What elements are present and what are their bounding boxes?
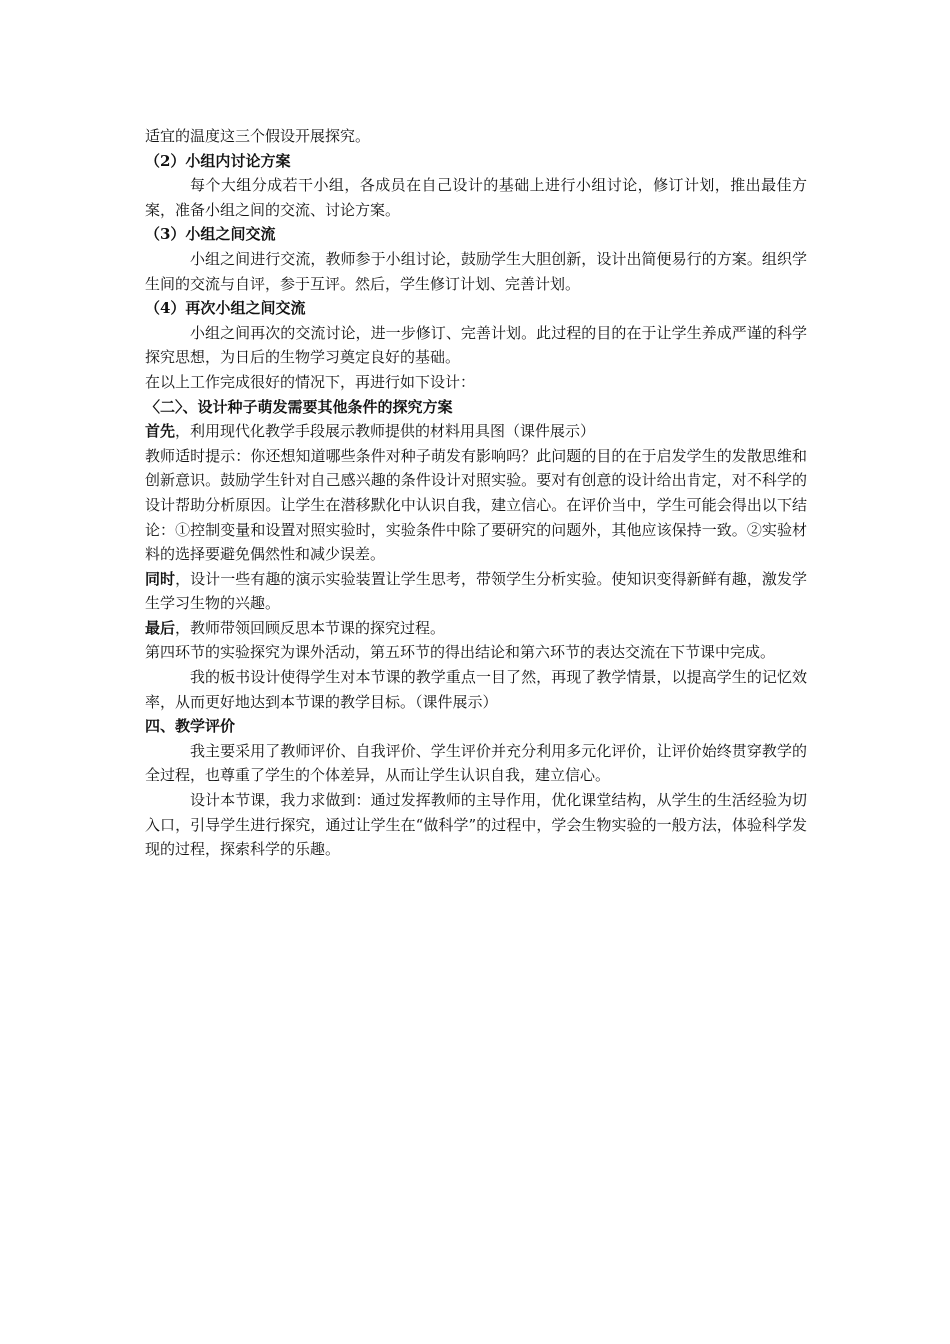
paragraph-intro-continuation: 适宜的温度这三个假设开展探究。 bbox=[145, 127, 371, 145]
document-page bbox=[145, 124, 807, 862]
paragraph-evaluation: 我主要采用了教师评价、自我评价、学生评价并充分利用多元化评价，让评价始终贯穿教学的全过程，也尊重了学生的个体差异，从而让学生认识自我，建立信心。 bbox=[145, 741, 807, 785]
paragraph-teacher-hint: 教师适时提示：你还想知道哪些条件对种子萌发有影响吗？此问题的目的在于启发学生的发散思维和创新意识。鼓励学生针对自己感兴趣的条件设计对照实验。要对有创意的设计给出肯定，对不科学的设计帮助分析原因。让学生在潜移默化中认识自我，建立信心。在评价当中，学生可能会得出以下结论：①控制变量和设置对照实验时，实验条件中除了要研究的问题外，其他应该保持一致。②实验材料的选择要避免偶然性和减少误差。 bbox=[145, 446, 807, 564]
heading-other-conditions: 〈二〉、设计种子萌发需要其他条件的探究方案 bbox=[145, 397, 453, 416]
paragraph-finally-text: ，教师带领回顾反思本节课的探究过程。 bbox=[175, 618, 446, 637]
paragraph-meanwhile bbox=[145, 567, 807, 616]
paragraph-fourth-step: 第四环节的实验探究为课外活动，第五环节的得出结论和第六环节的表达交流在下节课中完成。 bbox=[145, 643, 776, 662]
paragraph-first-step-text: ，利用现代化教学手段展示教师提供的材料用具图（课件展示） bbox=[175, 422, 596, 441]
paragraph-first-step bbox=[145, 419, 807, 444]
paragraph-blackboard-design: 我的板书设计使得学生对本节课的教学重点一目了然，再现了教学情景，以提高学生的记忆效率，从而更好地达到本节课的教学目标。（课件展示） bbox=[145, 668, 807, 711]
paragraph-group-discussion: 每个大组分成若干小组，各成员在自己设计的基础上进行小组讨论，修订计划，推出最佳方案，准备小组之间的交流、讨论方案。 bbox=[145, 176, 807, 219]
paragraph-design-summary: 设计本节课，我力求做到：通过发挥教师的主导作用，优化课堂结构，从学生的生活经验为切入口，引导学生进行探究，通过让学生在“做科学”的过程中，学会生物实验的一般方法，体验科学发现的过程，探索科学的乐趣。 bbox=[145, 791, 807, 859]
paragraph-meanwhile-text: ，设计一些有趣的演示实验装置让学生思考，带领学生分析实验。使知识变得新鲜有趣，激发学生学习生物的兴趣。 bbox=[145, 569, 807, 613]
paragraph-second-exchange: 小组之间再次的交流讨论，进一步修订、完善计划。此过程的目的在于让学生养成严谨的科学探究思想，为日后的生物学习奠定良好的基础。 bbox=[145, 323, 807, 367]
heading-second-exchange: （4）再次小组之间交流 bbox=[145, 299, 306, 318]
paragraph-inter-group-exchange: 小组之间进行交流，教师参于小组讨论，鼓励学生大胆创新，设计出简便易行的方案。组织学生间的交流与自评，参于互评。然后，学生修订计划、完善计划。 bbox=[145, 249, 807, 293]
paragraph-finally bbox=[145, 616, 807, 641]
heading-group-discussion: （2）小组内讨论方案 bbox=[145, 151, 291, 170]
paragraph-transition: 在以上工作完成很好的情况下，再进行如下设计： bbox=[145, 372, 476, 391]
lead-word-finally: 最后 bbox=[145, 618, 176, 637]
lead-word-first: 首先 bbox=[145, 422, 176, 441]
heading-teaching-evaluation: 四、教学评价 bbox=[145, 717, 236, 736]
lead-word-meanwhile: 同时 bbox=[145, 569, 176, 588]
heading-inter-group-exchange: （3）小组之间交流 bbox=[145, 225, 276, 244]
